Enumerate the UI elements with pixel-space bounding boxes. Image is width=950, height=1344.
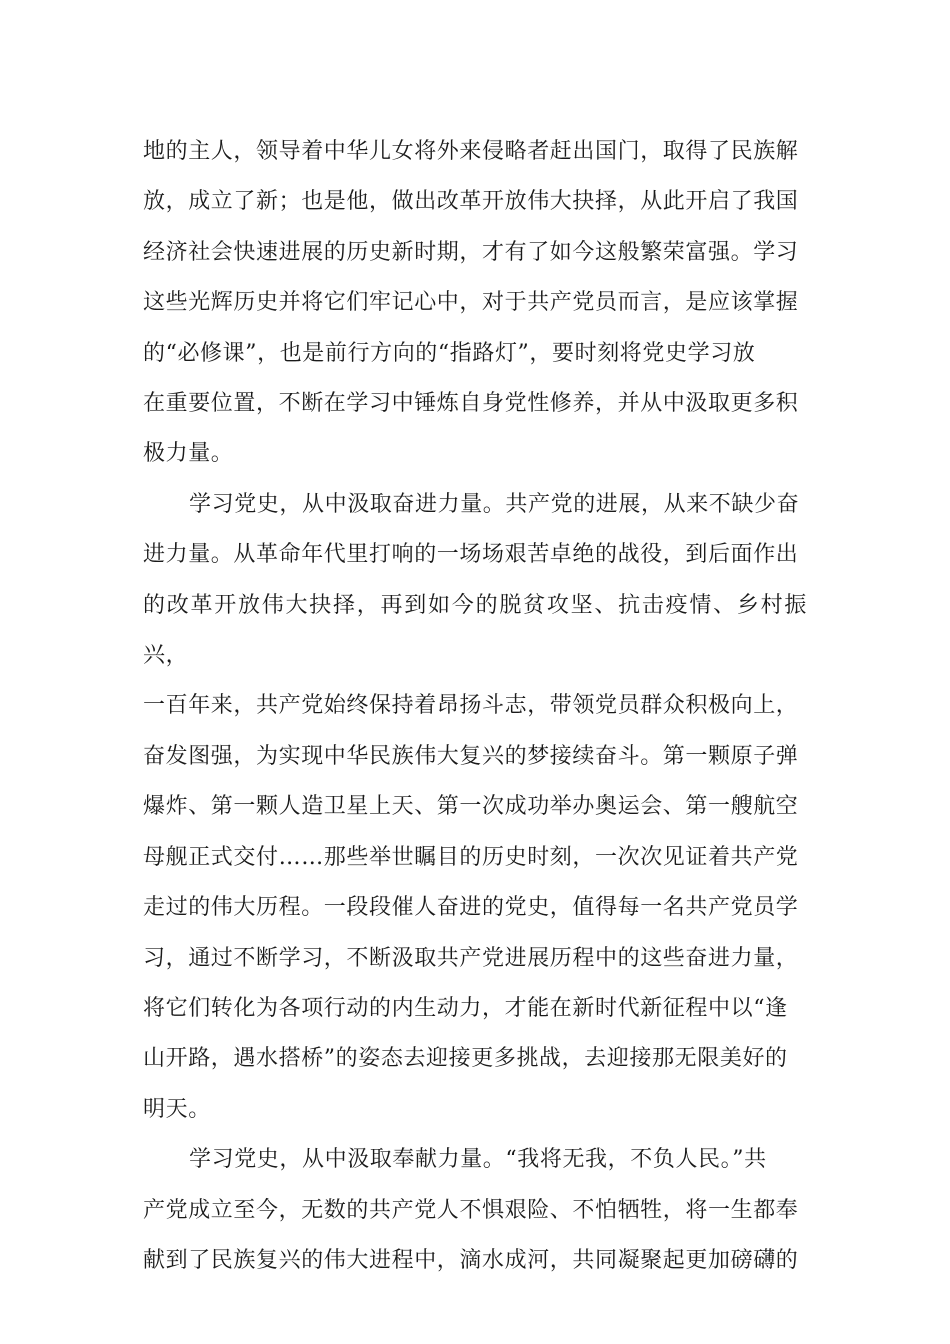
paragraph-1: 地的主人，领导着中华儿女将外来侵略者赶出国门，取得了民族解 放，成立了新；也是他，做出改革开放伟大抉择，从此开启了我国 经济社会快速进展的历史新时期，才有了如今这般繁荣富强。学习 这些光辉历史并将它们牢记心中，对于共产党员而言，是应该掌握 的“必修课”，也是前行方向的“指路灯”，要时刻将党史学习放 在重要位置，不断在学习中锤炼自身党性修养，并从中汲取更多积 极力量。 [143, 139, 799, 467]
paragraph-2: 学习党史，从中汲取奋进力量。共产党的进展，从来不缺少奋 进力量。从革命年代里打响的一场场艰苦卓绝的战役，到后面作出 的改革开放伟大抉择，再到如今的脱贫攻坚、抗击疫情、乡村振兴， 一百年来，共产党始终保持着昂扬斗志，带领党员群众积极向上， 奋发图强，为实现中华民族伟大复兴的梦接续奋斗。第一颗原子弹 爆炸、第一颗人造卫星上天、第一次成功举办奥运会、第一艘航空 母舰正式交付……那些举世瞩目的历史时刻，一次次见证着共产党 走过的伟大历程。一段段催人奋进的党史，值得每一名共产党员学 习，通过不断学习，不断汲取共产党进展历程中的这些奋进力量， 将它们转化为各项行动的内生动力，才能在新时代新征程中以“逢 山开路，遇水搭桥”的姿态去迎接更多挑战，去迎接那无限美好的 明天。 [143, 491, 807, 1122]
paragraph-3: 学习党史，从中汲取奉献力量。“我将无我，不负人民。”共 产党成立至今，无数的共产党人不惧艰险、不怕牺牲，将一生都奉 献到了民族复兴的伟大进程中，滴水成河，共同凝聚起更加磅礴的 [143, 1147, 799, 1273]
document-body [143, 127, 807, 1286]
